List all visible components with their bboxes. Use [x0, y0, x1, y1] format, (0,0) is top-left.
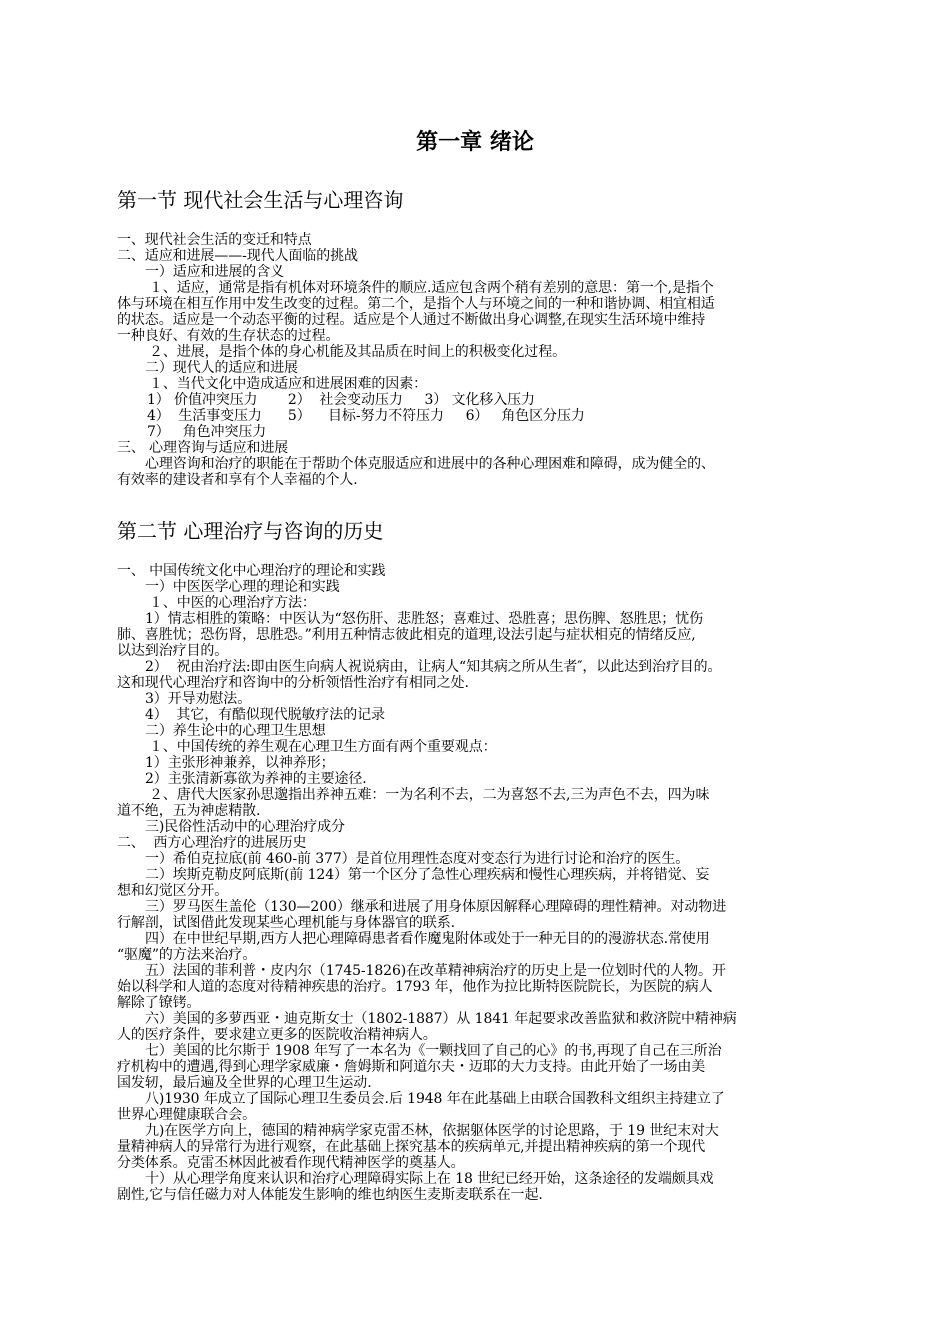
text-line: 剧性,它与信任磁力对人体能发生影响的维也纳医生麦斯麦联系在一起. — [117, 1187, 543, 1203]
text-line: 1）情志相胜的策略：中医认为“怒伤肝、悲胜怒；喜难过、恐胜喜；思伤脾、怒胜思；忧伤 — [145, 611, 703, 627]
text-line: 4） 其它，有酷似现代脱敏疗法的记录 — [145, 707, 385, 723]
text-line: 这和现代心理治疗和咨询中的分析领悟性治疗有相同之处. — [117, 675, 469, 691]
text-line: 的状态。适应是一个动态平衡的过程。适应是个人通过不断做出身心调整,在现实生活环境中维持 — [117, 312, 706, 328]
text-line: 一种良好、有效的生存状态的过程。 — [117, 328, 340, 344]
text-line: 体与环境在相互作用中发生改变的过程。第二个，是指个人与环境之间的一种和谐协调、相宜相适 — [117, 296, 715, 312]
text-line: 二）埃斯克勒皮阿底斯(前 124）第一个区分了急性心理疾病和慢性心理疾病，并将错觉、妄 — [145, 867, 710, 883]
text-line: 道不绝，五为神虑精散. — [117, 803, 261, 819]
text-line: 解除了镣铐。 — [117, 995, 201, 1011]
text-line: 人的医疗条件，要求建立更多的医院收治精神病人。 — [117, 1027, 437, 1043]
text-line: 以达到治疗目的。 — [117, 643, 229, 659]
text-line: 四）在中世纪早期,西方人把心理障碍患者看作魔鬼附体或处于一种无目的的漫游状态.常使用 — [145, 931, 710, 947]
text-line: 7） 角色冲突压力 — [147, 424, 267, 440]
text-line: 五）法国的菲利普・皮内尔（1745-1826)在改革精神病治疗的历史上是一位划时代的人物。开 — [145, 963, 726, 979]
text-line: “驱魔”的方法来治疗。 — [117, 947, 257, 963]
text-line: 十）从心理学角度来认识和治疗心理障碍实际上在 18 世纪已经开始，这条途径的发端颇具戏 — [145, 1171, 714, 1187]
text-line: 心理咨询和治疗的职能在于帮助个体克服适应和进展中的各种心理困难和障碍，成为健全的、 — [145, 456, 715, 472]
section-2-body — [117, 563, 839, 1203]
text-line: １、中医的心理治疗方法： — [149, 595, 316, 611]
text-line: 二、适应和进展——-现代人面临的挑战 — [117, 248, 358, 264]
chapter-title: 第一章 绪论 — [416, 130, 534, 155]
text-line: 始以科学和人道的态度对待精神疾患的治疗。1793 年，他作为拉比斯特医院院长，为医院的病人 — [117, 979, 713, 995]
text-line: 1） 价值冲突压力 2） 社会变动压力 3） 文化移入压力 — [147, 392, 535, 408]
text-line: 世界心理健康联合会。 — [117, 1107, 256, 1123]
text-line: 2）主张清新寡欲为养神的主要途径. — [145, 771, 367, 787]
section-2-heading: 第二节 心理治疗与咨询的历史 — [117, 519, 384, 543]
text-line: 八)1930 年成立了国际心理卫生委员会.后 1948 年在此基础上由联合国教科文组织主持建立了 — [145, 1091, 725, 1107]
text-line: 肺、喜胜忧；恐伤肾，思胜恐。”利用五种情志彼此相克的道理,设法引起与症状相克的情绪反应, — [117, 627, 696, 643]
text-line: 六）美国的多萝西亚・迪克斯女士（1802-1887）从 1841 年起要求改善监狱和救济院中精神病 — [145, 1011, 737, 1027]
text-line: 一）希伯克拉底(前 460-前 377）是首位用理性态度对变态行为进行讨论和治疗的医生。 — [145, 851, 690, 867]
text-line: 一、现代社会生活的变迁和特点 — [117, 232, 312, 248]
text-line: ２、进展，是指个体的身心机能及其品质在时间上的积极变化过程。 — [149, 344, 566, 360]
text-line: 三)民俗性活动中的心理治疗成分 — [145, 819, 345, 835]
text-line: １、中国传统的养生观在心理卫生方面有两个重要观点： — [149, 739, 497, 755]
text-line: １、当代文化中造成适应和进展困难的因素： — [149, 376, 427, 392]
text-line: 三、 心理咨询与适应和进展 — [117, 440, 289, 456]
text-line: 行解剖，试图借此发现某些心理机能与身体器官的联系. — [117, 915, 455, 931]
text-line: 二、 西方心理治疗的进展历史 — [117, 835, 307, 851]
text-line: 有效率的建设者和享有个人幸福的个人. — [117, 472, 358, 488]
text-line: 1）主张形神兼养，以神养形； — [145, 755, 335, 771]
text-line: 疗机构中的遭遇,得到心理学家威廉・詹姆斯和阿道尔夫・迈耶的大力支持。由此开始了一场由美 — [117, 1059, 706, 1075]
text-line: 3）开导劝慰法。 — [145, 691, 252, 707]
text-line: 一）适应和进展的含义 — [145, 264, 284, 280]
text-line: 一）中医医学心理的理论和实践 — [145, 579, 340, 595]
text-line: 三）罗马医生盖伦（130—200）继承和进展了用身体原因解释心理障碍的理性精神。对动物进 — [145, 899, 727, 915]
text-line: 九)在医学方向上，德国的精神病学家克雷丕林，依据躯体医学的讨论思路，于 19 世纪末对大 — [145, 1123, 719, 1139]
text-line: 二）养生论中的心理卫生思想 — [145, 723, 326, 739]
text-line: 国发轫，最后遍及全世界的心理卫生运动. — [117, 1075, 372, 1091]
text-line: 量精神病人的异常行为进行观察，在此基础上探究基本的疾病单元,并提出精神疾病的第一个现代 — [117, 1139, 706, 1155]
text-line: ２、唐代大医家孙思邈指出养神五难：一为名利不去，二为喜怒不去,三为声色不去，四为味 — [149, 787, 710, 803]
text-line: 二）现代人的适应和进展 — [145, 360, 298, 376]
text-line: 4） 生活事变压力 5） 目标-努力不符压力 6） 角色区分压力 — [147, 408, 585, 424]
text-line: 分类体系。克雷丕林因此被看作现代精神医学的奠基人。 — [117, 1155, 465, 1171]
text-line: 七）美国的比尔斯于 1908 年写了一本名为《一颗找回了自己的心》的书,再现了自己在三所治 — [145, 1043, 722, 1059]
text-line: 2） 祝由治疗法:即由医生向病人祝说病由，让病人“知其病之所从生者″，以此达到治疗目的。 — [145, 659, 722, 675]
text-line: 想和幻觉区分开。 — [117, 883, 229, 899]
text-line: 一、 中国传统文化中心理治疗的理论和实践 — [117, 563, 386, 579]
section-1-body — [117, 232, 839, 488]
section-1-heading: 第一节 现代社会生活与心理咨询 — [117, 188, 404, 212]
text-line: １、适应，通常是指有机体对环境条件的顺应.适应包含两个稍有差别的意思：第一个,是指个 — [149, 280, 714, 296]
